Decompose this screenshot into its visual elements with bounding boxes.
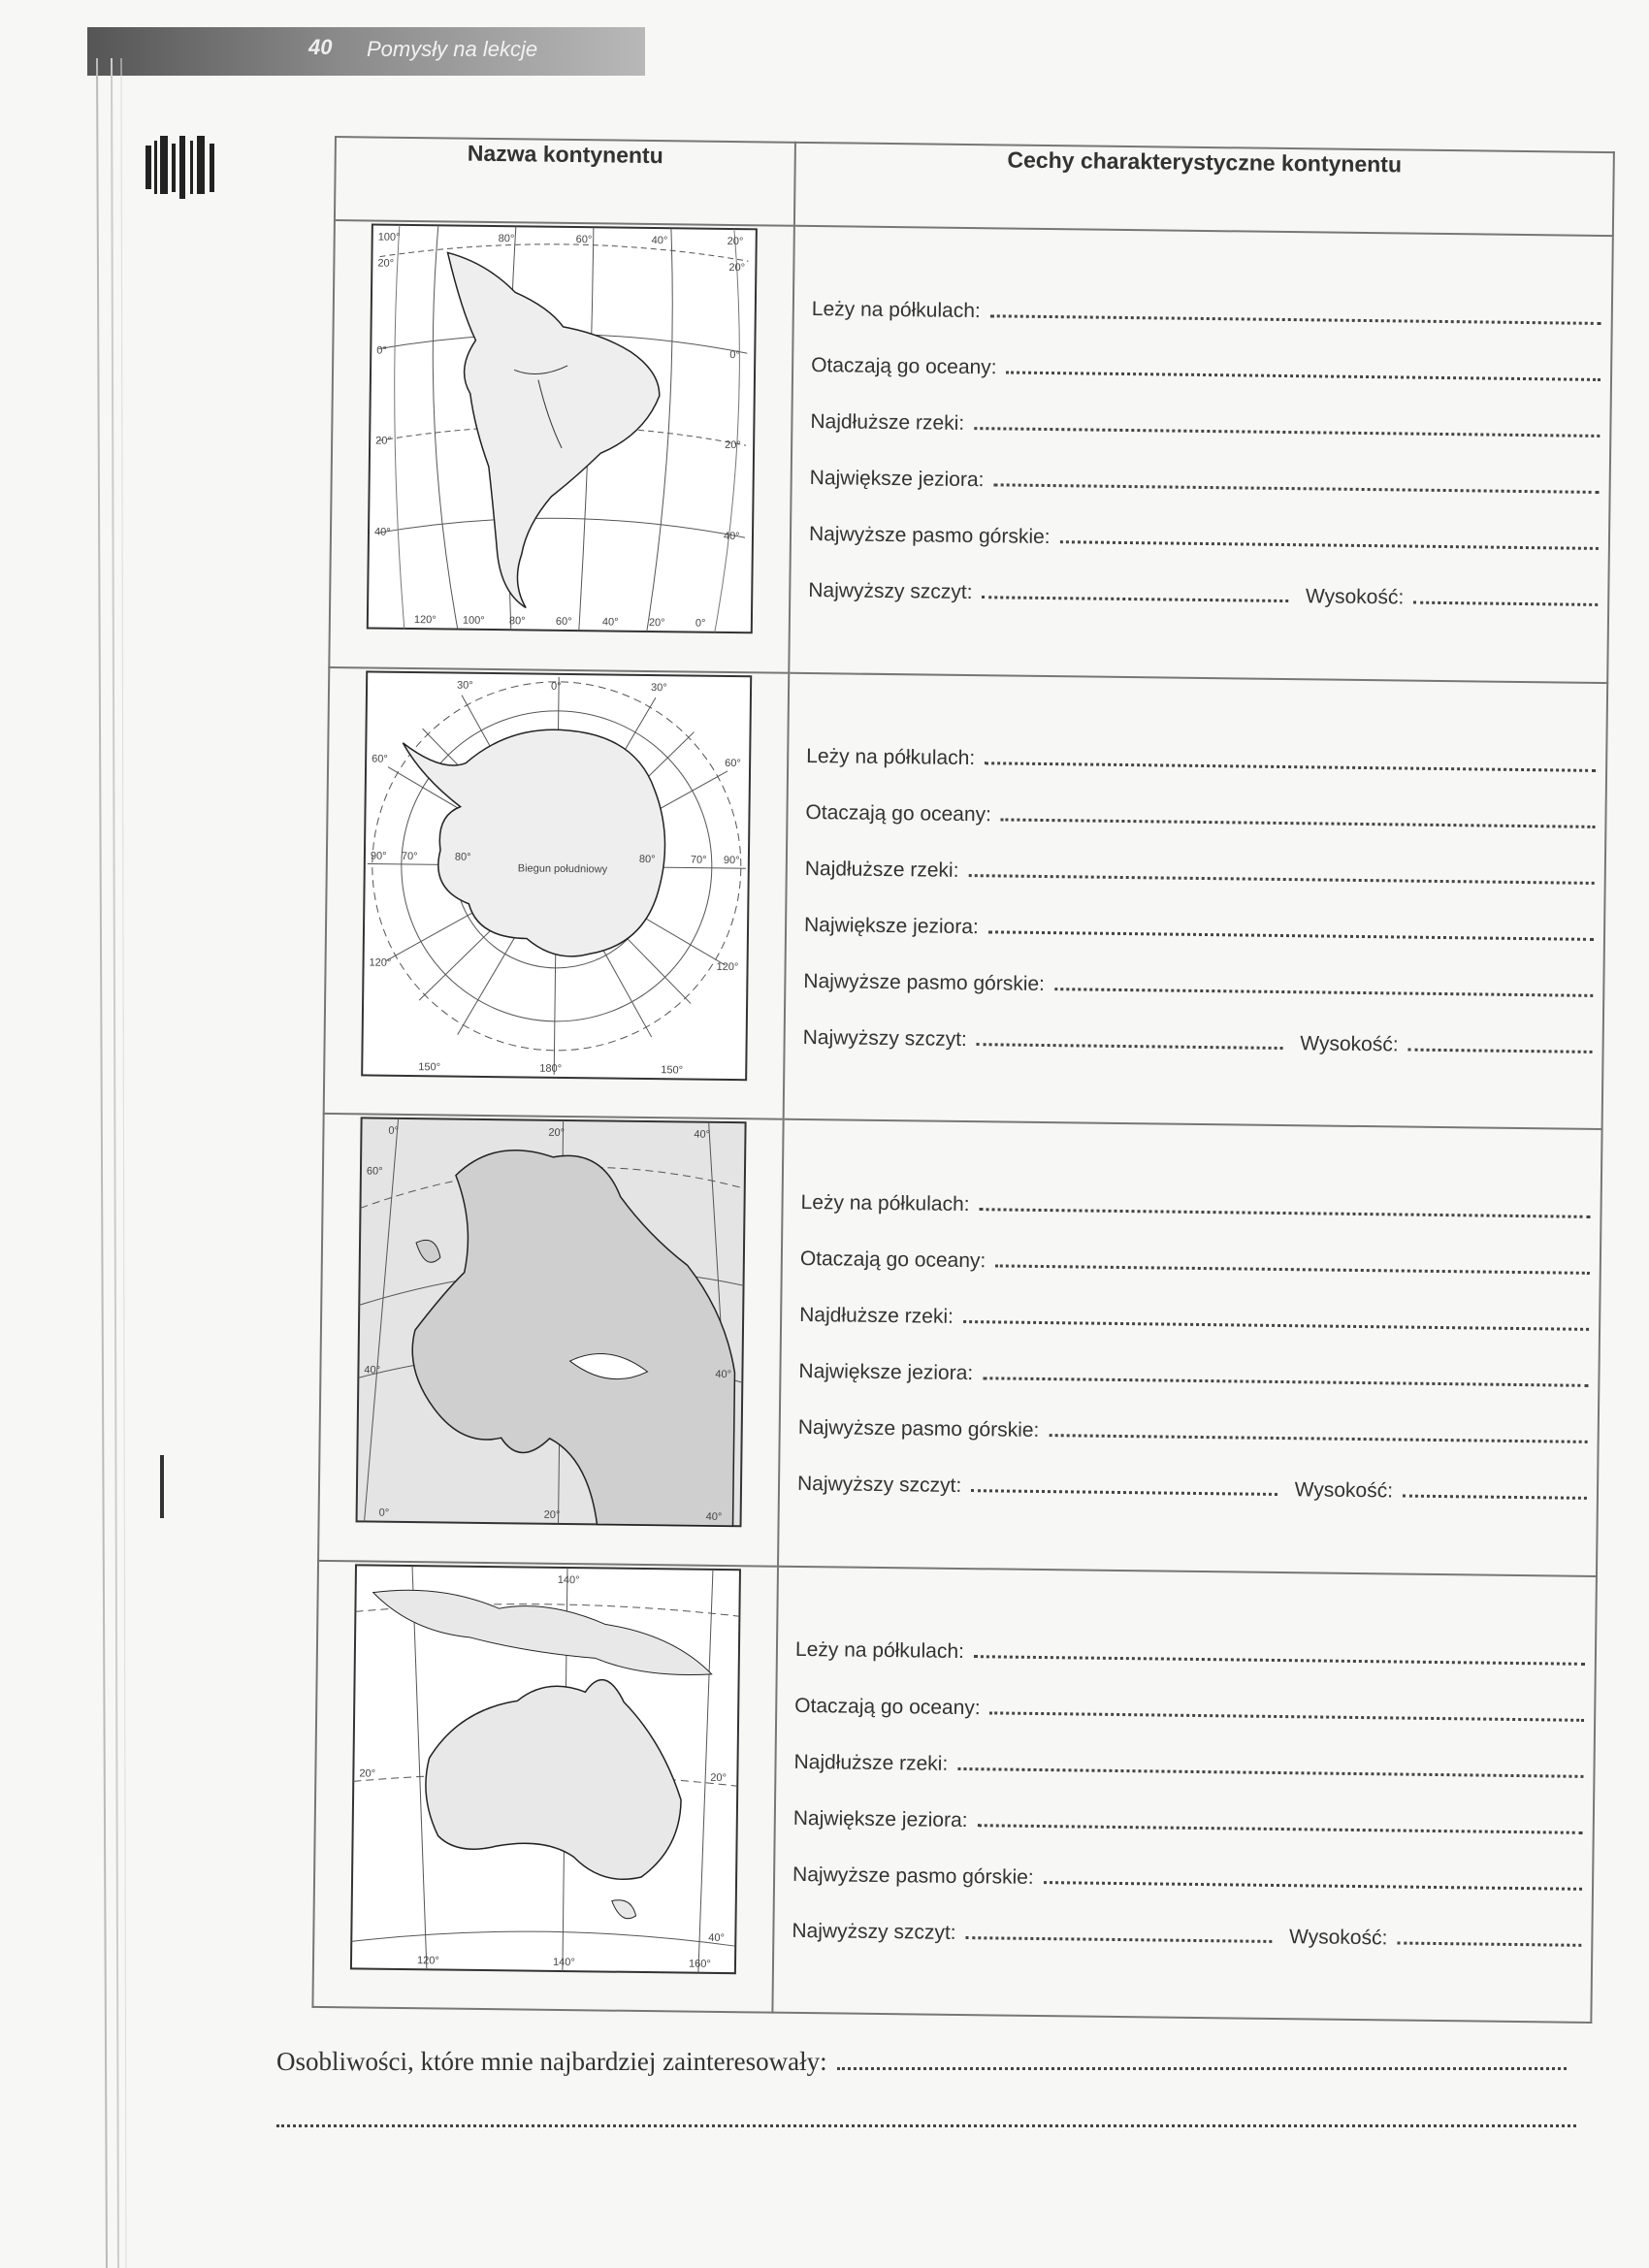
map-label: 20° [375, 435, 392, 448]
map-label: 0° [376, 344, 387, 357]
height-label: Wysokość: [1294, 1478, 1394, 1503]
binding-edge [0, 0, 131, 2268]
header-title: Pomysły na lekcje [367, 37, 538, 61]
field-rivers [810, 407, 1610, 473]
answer-line[interactable] [982, 578, 1288, 602]
map-label: 20° [543, 1508, 561, 1522]
map-label: 20° [377, 257, 395, 271]
field-lakes [792, 1803, 1593, 1869]
field-label: Najdłuższe rzeki: [793, 1750, 949, 1775]
field-mountains [797, 1413, 1598, 1479]
field-label: Najwyższe pasmo górskie: [803, 969, 1046, 995]
map-label: 0° [695, 617, 706, 630]
answer-line[interactable] [977, 1025, 1283, 1050]
map-label: 0° [378, 1507, 390, 1519]
europe-map [355, 1116, 748, 1528]
table-row [312, 1560, 1597, 2023]
map-label: 0° [388, 1124, 400, 1137]
field-label: Leży na półkulach: [794, 1637, 965, 1663]
field-label: Najdłuższe rzeki: [799, 1304, 954, 1328]
map-label: 20° [710, 1771, 728, 1784]
field-rivers [793, 1747, 1594, 1813]
field-oceans [799, 1245, 1600, 1311]
map-label: 0° [551, 680, 562, 693]
map-cell-south-america [329, 220, 794, 672]
field-label: Najwyższy szczyt: [796, 1473, 962, 1498]
map-cell-australia [312, 1560, 778, 2012]
map-label: 80° [454, 851, 471, 863]
field-label: Najwyższy szczyt: [792, 1919, 956, 1944]
map-label: 90° [370, 850, 387, 862]
footer-prompt-row [276, 2047, 1576, 2077]
margin-mark [160, 1455, 164, 1518]
field-label: Otaczają go oceany: [805, 800, 992, 826]
map-label: 60° [555, 616, 572, 629]
map-cell-europe [318, 1114, 784, 1566]
map-label: 160° [688, 1958, 711, 1970]
table-row [329, 220, 1613, 682]
map-label: 40° [715, 1368, 732, 1381]
field-oceans [805, 798, 1605, 864]
map-label: 140° [552, 1956, 575, 1968]
map-cell-antarctica [324, 667, 790, 1119]
answer-line[interactable] [966, 1919, 1273, 1943]
continent-table [311, 136, 1614, 2024]
answer-line[interactable] [1413, 584, 1598, 606]
antarctica-map [360, 669, 753, 1082]
map-label: 40° [705, 1510, 723, 1524]
field-label: Najwyższy szczyt: [808, 579, 973, 604]
map-label: 40° [651, 235, 668, 247]
field-label: Otaczają go oceany: [794, 1694, 981, 1719]
field-label: Najdłuższe rzeki: [810, 410, 965, 436]
south-america-map [366, 223, 759, 635]
field-label: Leży na półkulach: [811, 298, 981, 323]
map-label: 140° [557, 1573, 580, 1586]
map-label: 40° [601, 616, 619, 629]
answer-line[interactable] [971, 1472, 1277, 1496]
barcode-mark [146, 136, 218, 199]
map-label: 80° [508, 615, 526, 628]
answer-line[interactable] [990, 298, 1601, 326]
answer-line[interactable] [1403, 1477, 1587, 1500]
map-label: 120° [716, 960, 739, 973]
answer-line[interactable] [985, 744, 1596, 772]
field-label: Największe jeziora: [798, 1360, 974, 1385]
field-peak [792, 1916, 1592, 1982]
map-label: 70° [401, 850, 418, 862]
fields-cell-south-america [789, 226, 1613, 683]
field-label: Leży na półkulach: [806, 744, 976, 769]
field-peak [808, 576, 1608, 642]
field-hemispheres [811, 295, 1611, 361]
map-label: 20° [728, 262, 746, 275]
height-label: Wysokość: [1300, 1031, 1399, 1056]
field-label: Otaczają go oceany: [799, 1247, 986, 1273]
field-lakes [798, 1357, 1599, 1423]
map-label: 30° [651, 681, 667, 694]
field-label: Najwyższe pasmo górskie: [797, 1416, 1040, 1442]
fields-cell-australia [772, 1566, 1597, 2023]
map-label: 70° [690, 854, 707, 866]
field-label: Najwyższe pasmo górskie: [792, 1863, 1034, 1889]
map-label: 150° [661, 1063, 684, 1077]
table-row [324, 667, 1608, 1129]
map-label: 120° [413, 614, 436, 627]
table-row [318, 1114, 1602, 1575]
footer-prompt: Osobliwości, które mnie najbardziej zainteresowały: [276, 2047, 827, 2076]
map-label: 180° [539, 1062, 563, 1075]
field-oceans [794, 1691, 1595, 1757]
column-header-continent-features: Cechy charakterystyczne kontynentu [794, 143, 1614, 237]
field-peak [797, 1470, 1598, 1536]
map-label: 60° [725, 757, 741, 769]
map-label: 100° [462, 614, 485, 628]
map-label: 40° [694, 1128, 711, 1141]
map-label: 0° [729, 349, 740, 362]
field-hemispheres [800, 1188, 1600, 1254]
footer-answer-line[interactable] [837, 2050, 1567, 2070]
answer-line[interactable] [974, 1637, 1585, 1666]
table-header-row [335, 137, 1614, 236]
field-mountains [803, 967, 1603, 1033]
height-label: Wysokość: [1305, 585, 1405, 609]
map-label: 20° [359, 1766, 376, 1780]
map-label: 80° [498, 233, 515, 245]
field-mountains [808, 520, 1608, 586]
field-peak [802, 1023, 1602, 1089]
map-label: 90° [723, 854, 740, 866]
field-rivers [799, 1301, 1600, 1367]
field-mountains [792, 1860, 1593, 1926]
field-label: Największe jeziora: [803, 913, 979, 938]
map-label: 20° [725, 439, 741, 452]
fields-cell-europe [778, 1119, 1602, 1576]
field-label: Najwyższe pasmo górskie: [808, 523, 1051, 549]
map-label: 120° [369, 956, 392, 969]
field-rivers [804, 855, 1604, 921]
field-label: Największe jeziora: [809, 467, 985, 492]
field-label: Otaczają go oceany: [811, 354, 997, 379]
field-label: Najwyższy szczyt: [802, 1025, 967, 1051]
map-label: 40° [708, 1931, 726, 1944]
field-lakes [809, 464, 1609, 530]
map-label: 120° [416, 1954, 439, 1966]
column-header-continent-name: Nazwa kontynentu [335, 137, 795, 226]
map-label: 80° [638, 853, 656, 865]
answer-line[interactable] [979, 1190, 1590, 1218]
answer-line[interactable] [1397, 1924, 1581, 1946]
australia-map [349, 1563, 742, 1975]
footer-answer-line-2[interactable] [276, 2124, 1576, 2127]
fields-cell-antarctica [784, 672, 1608, 1129]
map-label: 60° [575, 234, 593, 246]
field-hemispheres [806, 742, 1606, 808]
map-label: 40° [723, 531, 740, 543]
map-label: 40° [373, 526, 391, 538]
height-label: Wysokość: [1288, 1925, 1388, 1949]
pole-label: Biegun południowy [517, 862, 608, 876]
page-number: 40 [308, 35, 333, 59]
map-label: 60° [372, 753, 388, 765]
field-hemispheres [794, 1635, 1595, 1701]
field-oceans [811, 351, 1611, 417]
field-lakes [804, 911, 1604, 977]
field-label: Leży na półkulach: [800, 1191, 970, 1216]
map-label: 150° [418, 1060, 441, 1074]
map-label: 20° [548, 1126, 566, 1140]
field-label: Największe jeziora: [792, 1806, 968, 1831]
field-label: Najdłuższe rzeki: [804, 857, 959, 882]
map-label: 100° [377, 231, 401, 244]
map-label: 40° [364, 1364, 381, 1377]
map-label: 20° [727, 236, 744, 248]
answer-line[interactable] [1408, 1030, 1593, 1053]
map-label: 60° [366, 1165, 383, 1178]
map-label: 30° [457, 679, 473, 692]
map-label: 20° [648, 617, 665, 630]
